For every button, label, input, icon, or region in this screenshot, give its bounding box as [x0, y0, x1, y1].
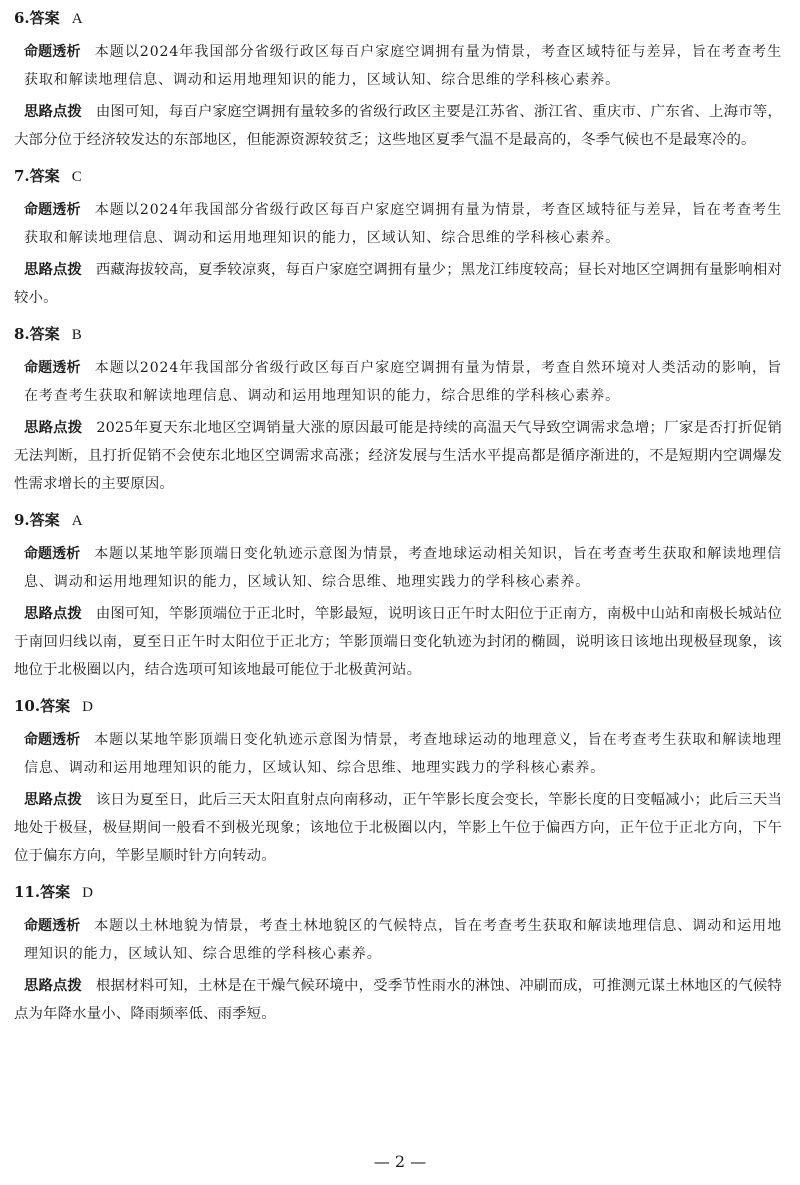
- analysis-label: 命题透析: [24, 44, 81, 60]
- answer-choice: A: [71, 513, 83, 529]
- thinking-label: 思路点拨: [24, 104, 82, 120]
- answer-line: [14, 8, 782, 28]
- answer-choice: C: [71, 169, 82, 185]
- analysis-text: 本题以2024年我国部分省级行政区每百户家庭空调拥有量为情景，考查区域特征与差异，旨在考查考生获取和解读地理信息、调动和运用地理知识的能力，区域认知、综合思维的学科核心素养。: [24, 44, 782, 88]
- analysis-text: 本题以2024年我国部分省级行政区每百户家庭空调拥有量为情景，考查区域特征与差异，旨在考查考生获取和解读地理信息、调动和运用地理知识的能力，区域认知、综合思维的学科核心素养。: [24, 202, 782, 246]
- answer-label: 答案: [29, 167, 60, 185]
- answer-choice: A: [71, 11, 83, 27]
- analysis-paragraph: [24, 38, 782, 94]
- thinking-text: 该日为夏至日，此后三天太阳直射点向南移动，正午竿影长度会变长，竿影长度的日变幅减小；此后三天当地处于极昼，极昼期间一般看不到极光现象；该地位于北极圈以内，竿影上午位于偏西方向，正午位于正北方向，下午位于偏东方向，竿影呈顺时针方向转动。: [14, 792, 782, 864]
- analysis-label: 命题透析: [24, 918, 81, 934]
- analysis-paragraph: [24, 912, 782, 968]
- analysis-paragraph: [24, 540, 782, 596]
- thinking-text: 根据材料可知，土林是在干燥气候环境中，受季节性雨水的淋蚀、冲刷而成，可推测元谋土林地区的气候特点为年降水量小、降雨频率低、雨季短。: [14, 978, 782, 1022]
- analysis-label: 命题透析: [24, 360, 81, 376]
- thinking-paragraph: [14, 786, 782, 870]
- question-number: 11.: [14, 883, 41, 901]
- answer-choice: B: [71, 327, 82, 343]
- answer-line: [14, 166, 782, 186]
- thinking-label: 思路点拨: [24, 792, 82, 808]
- question-11: [14, 882, 782, 1028]
- answer-label: 答案: [29, 325, 60, 343]
- thinking-paragraph: [14, 600, 782, 684]
- question-number: 7.: [14, 167, 30, 185]
- answer-line: [14, 324, 782, 344]
- thinking-text: 由图可知，每百户家庭空调拥有量较多的省级行政区主要是江苏省、浙江省、重庆市、广东省、上海市等，大部分位于经济较发达的东部地区，但能源资源较贫乏；这些地区夏季气温不是最高的，冬季气候也不是最寒冷的。: [14, 104, 782, 148]
- analysis-text: 本题以某地竿影顶端日变化轨迹示意图为情景，考查地球运动的地理意义，旨在考查考生获取和解读地理信息、调动和运用地理知识的能力，区域认知、综合思维、地理实践力的学科核心素养。: [24, 732, 782, 776]
- analysis-text: 本题以土林地貌为情景，考查土林地貌区的气候特点，旨在考查考生获取和解读地理信息、调动和运用地理知识的能力，区域认知、综合思维的学科核心素养。: [24, 918, 782, 962]
- answer-label: 答案: [40, 697, 71, 715]
- thinking-label: 思路点拨: [24, 978, 82, 994]
- thinking-label: 思路点拨: [24, 420, 83, 436]
- answer-label: 答案: [40, 883, 71, 901]
- thinking-text: 西藏海拔较高，夏季较凉爽，每百户家庭空调拥有量少；黑龙江纬度较高；昼长对地区空调拥有量影响相对较小。: [14, 262, 782, 306]
- thinking-text: 2025年夏天东北地区空调销量大涨的原因最可能是持续的高温天气导致空调需求急增；厂家是否打折促销无法判断，且打折促销不会使东北地区空调需求高涨；经济发展与生活水平提高都是循序渐进的，不是短期内空调爆发性需求增长的主要原因。: [14, 420, 782, 492]
- question-10: [14, 696, 782, 870]
- answer-label: 答案: [29, 9, 60, 27]
- thinking-text: 由图可知，竿影顶端位于正北时，竿影最短，说明该日正午时太阳位于正南方，南极中山站和南极长城站位于南回归线以南，夏至日正午时太阳位于正北方；竿影顶端日变化轨迹为封闭的椭圆，说明该日该地出现极昼现象，该地位于北极圈以内，结合选项可知该地最可能位于北极黄河站。: [14, 606, 782, 678]
- question-6: [14, 8, 782, 154]
- analysis-label: 命题透析: [24, 732, 81, 748]
- question-number: 10.: [14, 697, 41, 715]
- thinking-label: 思路点拨: [24, 262, 82, 278]
- answer-choice: D: [82, 699, 93, 715]
- analysis-text: 本题以某地竿影顶端日变化轨迹示意图为情景，考查地球运动相关知识，旨在考查考生获取和解读地理信息、调动和运用地理知识的能力，区域认知、综合思维、地理实践力的学科核心素养。: [24, 546, 782, 590]
- thinking-label: 思路点拨: [24, 606, 82, 622]
- thinking-paragraph: [14, 414, 782, 498]
- analysis-paragraph: [24, 726, 782, 782]
- question-number: 6.: [14, 9, 30, 27]
- answer-line: [14, 882, 782, 902]
- page-number: — 2 —: [373, 1152, 427, 1171]
- thinking-paragraph: [14, 972, 782, 1028]
- analysis-text: 本题以2024年我国部分省级行政区每百户家庭空调拥有量为情景，考查自然环境对人类活动的影响，旨在考查考生获取和解读地理信息、调动和运用地理知识的能力，综合思维的学科核心素养。: [24, 360, 782, 404]
- analysis-paragraph: [24, 196, 782, 252]
- thinking-paragraph: [14, 256, 782, 312]
- answer-line: [14, 696, 782, 716]
- answer-line: [14, 510, 782, 530]
- question-number: 8.: [14, 325, 30, 343]
- answer-label: 答案: [29, 511, 60, 529]
- question-7: [14, 166, 782, 312]
- analysis-label: 命题透析: [24, 546, 81, 562]
- analysis-paragraph: [24, 354, 782, 410]
- thinking-paragraph: [14, 98, 782, 154]
- answer-choice: D: [82, 885, 93, 901]
- question-9: [14, 510, 782, 684]
- analysis-label: 命题透析: [24, 202, 81, 218]
- question-number: 9.: [14, 511, 30, 529]
- question-8: [14, 324, 782, 498]
